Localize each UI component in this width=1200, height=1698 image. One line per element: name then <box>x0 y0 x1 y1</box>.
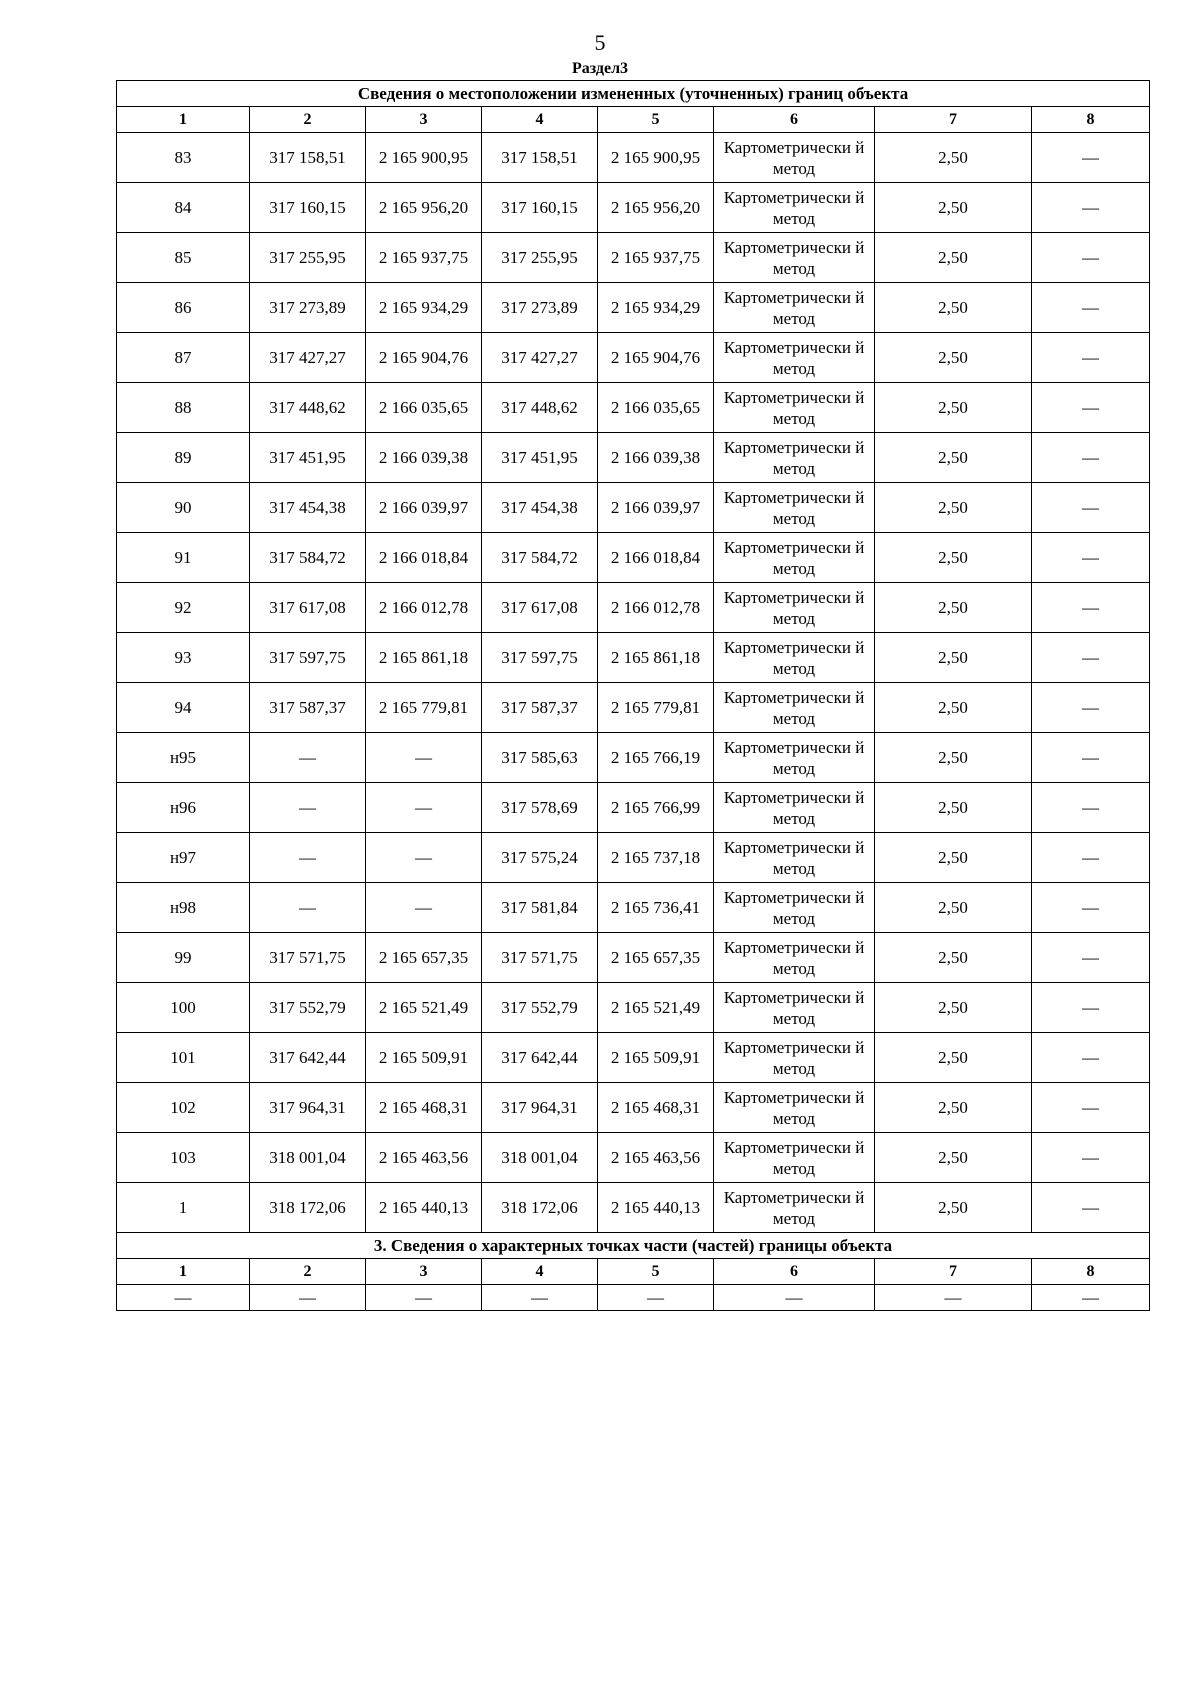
table-cell: 318 172,06 <box>482 1183 598 1233</box>
table-cell: Картометрически й метод <box>714 683 875 733</box>
table-cell: 317 597,75 <box>482 633 598 683</box>
table-cell: 317 964,31 <box>250 1083 366 1133</box>
table-cell: 2,50 <box>875 733 1032 783</box>
table-cell: 2,50 <box>875 933 1032 983</box>
table-cell: 317 578,69 <box>482 783 598 833</box>
table-row <box>117 883 1150 933</box>
column-header: 7 <box>875 107 1032 133</box>
column-header: 7 <box>875 1259 1032 1285</box>
table-cell: 94 <box>117 683 250 733</box>
table1-header-row <box>117 107 1150 133</box>
table-row <box>117 733 1150 783</box>
table-cell: н97 <box>117 833 250 883</box>
table-cell: 2 166 039,38 <box>366 433 482 483</box>
table-cell: 2 165 766,19 <box>598 733 714 783</box>
table-cell: 2 165 521,49 <box>366 983 482 1033</box>
table-cell: Картометрически й метод <box>714 633 875 683</box>
table-cell: 2 165 861,18 <box>598 633 714 683</box>
table-cell: 103 <box>117 1133 250 1183</box>
table-cell: — <box>366 733 482 783</box>
table-cell: 2 165 766,99 <box>598 783 714 833</box>
table-cell: Картометрически й метод <box>714 983 875 1033</box>
column-header: 3 <box>366 1259 482 1285</box>
table-cell: — <box>598 1285 714 1311</box>
table-cell: 2 165 521,49 <box>598 983 714 1033</box>
table-row <box>117 533 1150 583</box>
table-cell: — <box>1032 983 1150 1033</box>
table-cell: — <box>1032 133 1150 183</box>
table-cell: 2,50 <box>875 1133 1032 1183</box>
table-cell: 2 165 900,95 <box>598 133 714 183</box>
table-cell: 317 584,72 <box>250 533 366 583</box>
table-row <box>117 383 1150 433</box>
table-cell: — <box>250 833 366 883</box>
table-cell: 317 552,79 <box>250 983 366 1033</box>
table-cell: 2,50 <box>875 683 1032 733</box>
table-cell: Картометрически й метод <box>714 433 875 483</box>
table-cell: 2 166 035,65 <box>598 383 714 433</box>
table-cell: н96 <box>117 783 250 833</box>
table-cell: — <box>1032 233 1150 283</box>
table-cell: 2,50 <box>875 883 1032 933</box>
table-row <box>117 183 1150 233</box>
table-cell: Картометрически й метод <box>714 333 875 383</box>
table-cell: 2 165 934,29 <box>598 283 714 333</box>
table-cell: 317 964,31 <box>482 1083 598 1133</box>
table-cell: 317 427,27 <box>482 333 598 383</box>
table-cell: Картометрически й метод <box>714 483 875 533</box>
table-cell: — <box>250 1285 366 1311</box>
table-cell: 2,50 <box>875 1083 1032 1133</box>
column-header: 4 <box>482 1259 598 1285</box>
table-row <box>117 1183 1150 1233</box>
table-cell: 86 <box>117 283 250 333</box>
table-cell: 2,50 <box>875 333 1032 383</box>
table-cell: 2 165 900,95 <box>366 133 482 183</box>
table-cell: 84 <box>117 183 250 233</box>
table-cell: н95 <box>117 733 250 783</box>
table-cell: 2 165 956,20 <box>366 183 482 233</box>
table-cell: 2 166 039,97 <box>366 483 482 533</box>
table-cell: 2,50 <box>875 783 1032 833</box>
table-cell: 2,50 <box>875 633 1032 683</box>
table1-caption-row <box>117 81 1150 107</box>
table-cell: Картометрически й метод <box>714 933 875 983</box>
table-cell: — <box>1032 833 1150 883</box>
table-cell: 2 166 012,78 <box>598 583 714 633</box>
table-cell: 317 571,75 <box>250 933 366 983</box>
column-header: 2 <box>250 1259 366 1285</box>
table-cell: Картометрически й метод <box>714 533 875 583</box>
table-cell: 317 642,44 <box>482 1033 598 1083</box>
column-header: 5 <box>598 1259 714 1285</box>
table-cell: — <box>1032 1183 1150 1233</box>
table-cell: Картометрически й метод <box>714 133 875 183</box>
table-cell: 2 165 779,81 <box>598 683 714 733</box>
table-cell: 2 165 904,76 <box>598 333 714 383</box>
table-cell: 318 172,06 <box>250 1183 366 1233</box>
table-cell: 2 165 779,81 <box>366 683 482 733</box>
table2-empty-row <box>117 1285 1150 1311</box>
table-cell: Картометрически й метод <box>714 283 875 333</box>
table-cell: 2 165 509,91 <box>598 1033 714 1083</box>
table-cell: 2,50 <box>875 1033 1032 1083</box>
column-header: 4 <box>482 107 598 133</box>
table-cell: Картометрически й метод <box>714 383 875 433</box>
table-cell: 2 165 937,75 <box>366 233 482 283</box>
table-cell: — <box>1032 183 1150 233</box>
table-cell: — <box>366 1285 482 1311</box>
table-cell: 2,50 <box>875 233 1032 283</box>
table-cell: 317 448,62 <box>250 383 366 433</box>
table-cell: 317 571,75 <box>482 933 598 983</box>
table-cell: — <box>1032 633 1150 683</box>
table-cell: — <box>1032 283 1150 333</box>
table-cell: 85 <box>117 233 250 283</box>
table-cell: Картометрически й метод <box>714 883 875 933</box>
table-cell: 2,50 <box>875 533 1032 583</box>
table-cell: 317 255,95 <box>250 233 366 283</box>
table-cell: н98 <box>117 883 250 933</box>
table-cell: 91 <box>117 533 250 583</box>
column-header: 1 <box>117 1259 250 1285</box>
table-cell: — <box>875 1285 1032 1311</box>
table-row <box>117 683 1150 733</box>
table-row <box>117 283 1150 333</box>
page-number: 5 <box>594 30 606 55</box>
table-cell: 2 166 039,97 <box>598 483 714 533</box>
table-cell: 101 <box>117 1033 250 1083</box>
table-row <box>117 233 1150 283</box>
table-cell: 2 165 468,31 <box>598 1083 714 1133</box>
table-row <box>117 983 1150 1033</box>
table-cell: 2 165 657,35 <box>366 933 482 983</box>
table-cell: 2,50 <box>875 983 1032 1033</box>
table-caption: 3. Сведения о характерных точках части (частей) границы объекта <box>117 1233 1150 1259</box>
column-header: 5 <box>598 107 714 133</box>
table-cell: Картометрически й метод <box>714 183 875 233</box>
table-cell: 317 273,89 <box>250 283 366 333</box>
table-cell: — <box>1032 883 1150 933</box>
table-cell: — <box>714 1285 875 1311</box>
table-cell: — <box>250 783 366 833</box>
table-cell: 317 587,37 <box>482 683 598 733</box>
table-row <box>117 333 1150 383</box>
boundary-table <box>116 80 1150 1311</box>
table-cell: 93 <box>117 633 250 683</box>
table-cell: Картометрически й метод <box>714 1133 875 1183</box>
table-cell: 317 575,24 <box>482 833 598 883</box>
table-cell: 2 166 018,84 <box>366 533 482 583</box>
table-cell: — <box>1032 333 1150 383</box>
column-header: 1 <box>117 107 250 133</box>
table-cell: — <box>117 1285 250 1311</box>
table-cell: — <box>250 733 366 783</box>
table-cell: — <box>1032 1133 1150 1183</box>
column-header: 8 <box>1032 1259 1150 1285</box>
table2-caption-row <box>117 1233 1150 1259</box>
table-cell: 2 165 463,56 <box>366 1133 482 1183</box>
table-cell: 317 273,89 <box>482 283 598 333</box>
table-cell: — <box>1032 383 1150 433</box>
table-cell: 2 166 012,78 <box>366 583 482 633</box>
table-row <box>117 483 1150 533</box>
table-cell: 2,50 <box>875 133 1032 183</box>
table-cell: — <box>1032 783 1150 833</box>
table-cell: 317 585,63 <box>482 733 598 783</box>
table-cell: — <box>1032 933 1150 983</box>
table-cell: — <box>1032 533 1150 583</box>
table-cell: 2 165 468,31 <box>366 1083 482 1133</box>
table-row <box>117 933 1150 983</box>
table-cell: 318 001,04 <box>250 1133 366 1183</box>
table-cell: 92 <box>117 583 250 633</box>
table-cell: — <box>1032 583 1150 633</box>
table-cell: 317 427,27 <box>250 333 366 383</box>
column-header: 6 <box>714 107 875 133</box>
table-cell: — <box>1032 483 1150 533</box>
table-cell: 317 451,95 <box>482 433 598 483</box>
table-cell: 317 584,72 <box>482 533 598 583</box>
table-cell: Картометрически й метод <box>714 583 875 633</box>
column-header: 2 <box>250 107 366 133</box>
table-cell: Картометрически й метод <box>714 233 875 283</box>
table-cell: — <box>250 883 366 933</box>
table-cell: — <box>482 1285 598 1311</box>
table-row <box>117 1033 1150 1083</box>
table-cell: 317 617,08 <box>250 583 366 633</box>
table-cell: 2 165 440,13 <box>598 1183 714 1233</box>
table-cell: 317 451,95 <box>250 433 366 483</box>
table-cell: 2,50 <box>875 833 1032 883</box>
table-cell: 2,50 <box>875 1183 1032 1233</box>
table-cell: 2,50 <box>875 433 1032 483</box>
table-cell: 2,50 <box>875 183 1032 233</box>
table-cell: 2,50 <box>875 483 1032 533</box>
table-cell: 100 <box>117 983 250 1033</box>
table-cell: 2 165 956,20 <box>598 183 714 233</box>
column-header: 6 <box>714 1259 875 1285</box>
table-cell: 317 454,38 <box>250 483 366 533</box>
table-cell: 317 587,37 <box>250 683 366 733</box>
table-cell: 2 165 861,18 <box>366 633 482 683</box>
table-row <box>117 583 1150 633</box>
table-cell: Картометрически й метод <box>714 1033 875 1083</box>
table-cell: 2 165 657,35 <box>598 933 714 983</box>
table-cell: — <box>1032 1285 1150 1311</box>
section-title: Раздел3 <box>571 60 629 77</box>
column-header: 3 <box>366 107 482 133</box>
table-cell: 317 581,84 <box>482 883 598 933</box>
table-row <box>117 833 1150 883</box>
table-row <box>117 633 1150 683</box>
table-cell: 90 <box>117 483 250 533</box>
table-cell: Картометрически й метод <box>714 783 875 833</box>
table-cell: — <box>1032 433 1150 483</box>
table-cell: — <box>1032 683 1150 733</box>
table-cell: 87 <box>117 333 250 383</box>
table-cell: 317 160,15 <box>482 183 598 233</box>
table-cell: 88 <box>117 383 250 433</box>
table-row <box>117 133 1150 183</box>
table-row <box>117 433 1150 483</box>
table-cell: 2 165 463,56 <box>598 1133 714 1183</box>
table-cell: 317 597,75 <box>250 633 366 683</box>
table-cell: Картометрически й метод <box>714 833 875 883</box>
table-cell: 317 642,44 <box>250 1033 366 1083</box>
table-cell: 2,50 <box>875 283 1032 333</box>
table-cell: 2 166 035,65 <box>366 383 482 433</box>
table-cell: 2,50 <box>875 383 1032 433</box>
table-cell: Картометрически й метод <box>714 1183 875 1233</box>
table-row <box>117 1083 1150 1133</box>
table-cell: 2 165 934,29 <box>366 283 482 333</box>
table-cell: 2 166 018,84 <box>598 533 714 583</box>
table-cell: — <box>366 833 482 883</box>
table-row <box>117 1133 1150 1183</box>
table-cell: — <box>1032 1083 1150 1133</box>
table-cell: 102 <box>117 1083 250 1133</box>
table-cell: Картометрически й метод <box>714 1083 875 1133</box>
table-cell: 2 166 039,38 <box>598 433 714 483</box>
column-header: 8 <box>1032 107 1150 133</box>
table-cell: 317 158,51 <box>482 133 598 183</box>
table-cell: — <box>366 883 482 933</box>
table-cell: 317 552,79 <box>482 983 598 1033</box>
table-cell: — <box>1032 733 1150 783</box>
table-cell: 83 <box>117 133 250 183</box>
table-cell: 317 158,51 <box>250 133 366 183</box>
table-cell: 317 255,95 <box>482 233 598 283</box>
table-cell: 2 165 737,18 <box>598 833 714 883</box>
table-cell: — <box>366 783 482 833</box>
table-cell: 99 <box>117 933 250 983</box>
table-cell: 89 <box>117 433 250 483</box>
table-cell: 317 617,08 <box>482 583 598 633</box>
table-cell: 2 165 440,13 <box>366 1183 482 1233</box>
table-cell: 2 165 937,75 <box>598 233 714 283</box>
table-cell: 2,50 <box>875 583 1032 633</box>
table-cell: 317 448,62 <box>482 383 598 433</box>
table-cell: Картометрически й метод <box>714 733 875 783</box>
table-cell: — <box>1032 1033 1150 1083</box>
table-cell: 317 160,15 <box>250 183 366 233</box>
table-cell: 2 165 904,76 <box>366 333 482 383</box>
table-cell: 1 <box>117 1183 250 1233</box>
table-row <box>117 783 1150 833</box>
table-cell: 318 001,04 <box>482 1133 598 1183</box>
table-caption: Сведения о местоположении измененных (уточненных) границ объекта <box>117 81 1150 107</box>
table-cell: 2 165 736,41 <box>598 883 714 933</box>
table-cell: 2 165 509,91 <box>366 1033 482 1083</box>
table2-header-row <box>117 1259 1150 1285</box>
table-cell: 317 454,38 <box>482 483 598 533</box>
